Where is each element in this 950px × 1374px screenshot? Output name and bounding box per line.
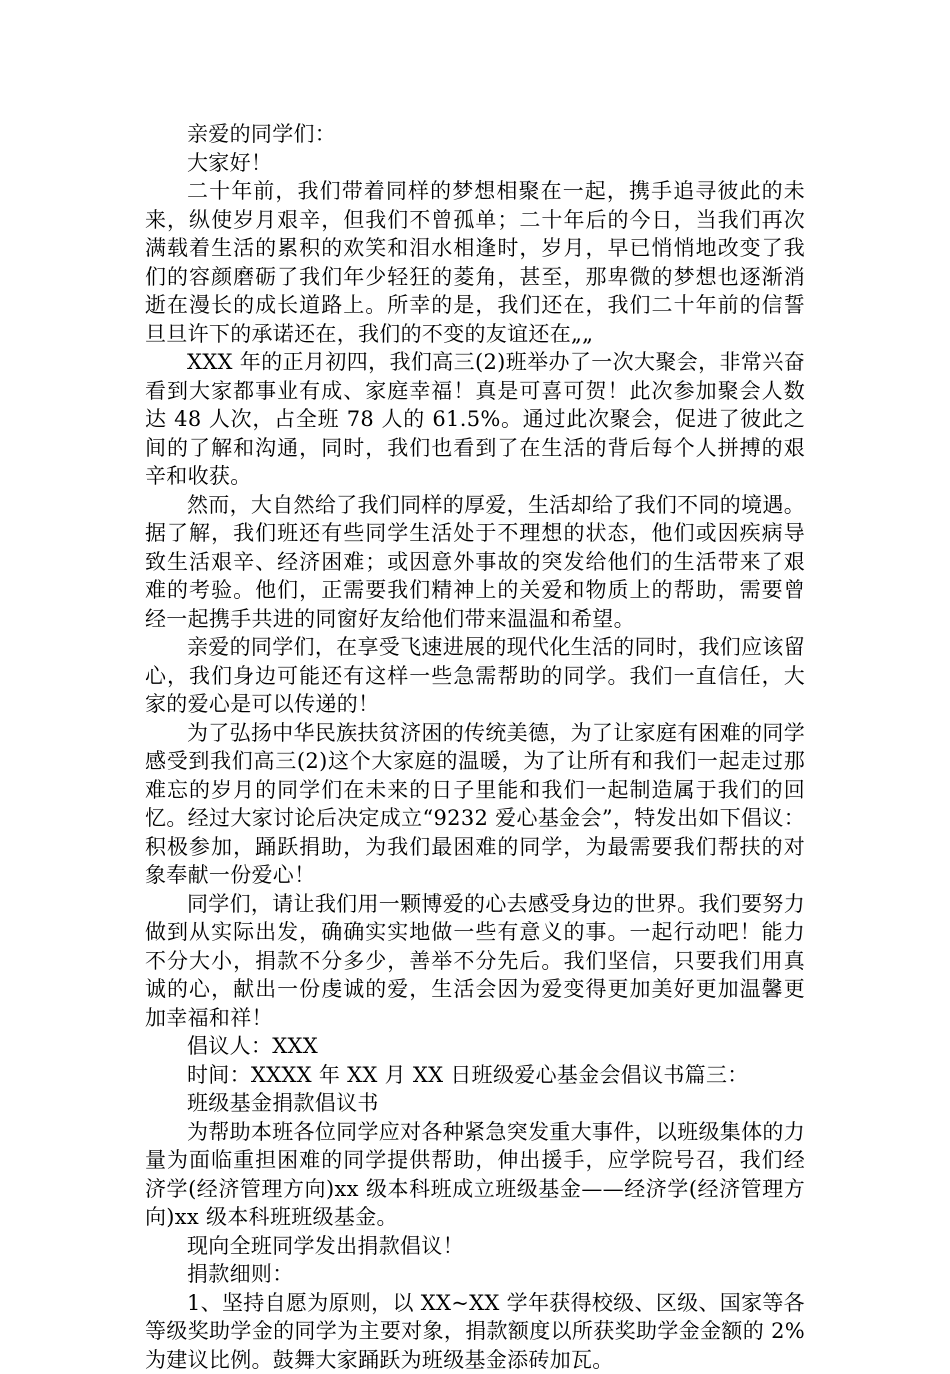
paragraph-reunion: XXX 年的正月初四，我们高三(2)班举办了一次大聚会，非常兴奋看到大家都事业有成、家庭幸福！真是可喜可贺！此次参加聚会人数达 48 人次，占全班 78 人的 61.5%。通过此次聚会，促进了彼此之间的了解和沟通，同时，我们也看到了在生活的背后每个人拼搏的艰辛和收获。 (145, 348, 805, 491)
section-title: 班级基金捐款倡议书 (145, 1089, 805, 1118)
paragraph-care: 亲爱的同学们，在享受飞速进展的现代化生活的同时，我们应该留心，我们身边可能还有这样一些急需帮助的同学。我们一直信任，大家的爱心是可以传递的！ (145, 633, 805, 719)
rules-heading: 捐款细则： (145, 1260, 805, 1289)
greeting: 大家好！ (145, 149, 805, 178)
initiator-line: 倡议人：XXX (145, 1032, 805, 1061)
paragraph-fund-purpose: 为帮助本班各位同学应对各种紧急突发重大事件，以班级集体的力量为面临重担困难的同学提供帮助，伸出援手，应学院号召，我们经济学(经济管理方向)xx 级本科班成立班级基金——经济学(经济管理方向)xx 级本科班班级基金。 (145, 1118, 805, 1232)
rule-item-1: 1、坚持自愿为原则，以 XX~XX 学年获得校级、区级、国家等各等级奖助学金的同学为主要对象，捐款额度以所获奖助学金金额的 2%为建议比例。鼓舞大家踊跃为班级基金添砖加瓦。 (145, 1289, 805, 1374)
paragraph-donation-call: 现向全班同学发出捐款倡议！ (145, 1232, 805, 1261)
paragraph-proposal: 为了弘扬中华民族扶贫济困的传统美德，为了让家庭有困难的同学感受到我们高三(2)这个大家庭的温暖，为了让所有和我们一起走过那难忘的岁月的同学们在未来的日子里能和我们一起制造属于我们的回忆。经过大家讨论后决定成立“9232 爱心基金会”，特发出如下倡议：积极参加，踊跃捐助，为我们最困难的同学，为最需要我们帮扶的对象奉献一份爱心！ (145, 719, 805, 890)
document-page (145, 120, 805, 1374)
paragraph-intro: 二十年前，我们带着同样的梦想相聚在一起，携手追寻彼此的未来，纵使岁月艰辛，但我们不曾孤单；二十年后的今日，当我们再次满载着生活的累积的欢笑和泪水相逢时，岁月，早已悄悄地改变了我们的容颜磨砺了我们年少轻狂的菱角，甚至，那卑微的梦想也逐渐消逝在漫长的成长道路上。所幸的是，我们还在，我们二十年前的信誓旦旦许下的承诺还在，我们的不变的友谊还在„„ (145, 177, 805, 348)
date-line: 时间：XXXX 年 XX 月 XX 日班级爱心基金会倡议书篇三： (145, 1061, 805, 1090)
paragraph-call-to-action: 同学们，请让我们用一颗博爱的心去感受身边的世界。我们要努力做到从实际出发，确确实实地做一些有意义的事。一起行动吧！能力不分大小，捐款不分多少，善举不分先后。我们坚信，只要我们用真诚的心，献出一份虔诚的爱，生活会因为爱变得更加美好更加温馨更加幸福和祥！ (145, 890, 805, 1033)
paragraph-hardship: 然而，大自然给了我们同样的厚爱，生活却给了我们不同的境遇。据了解，我们班还有些同学生活处于不理想的状态，他们或因疾病导致生活艰辛、经济困难；或因意外事故的突发给他们的生活带来了艰难的考验。他们，正需要我们精神上的关爱和物质上的帮助，需要曾经一起携手共进的同窗好友给他们带来温温和希望。 (145, 491, 805, 634)
salutation: 亲爱的同学们： (145, 120, 805, 149)
